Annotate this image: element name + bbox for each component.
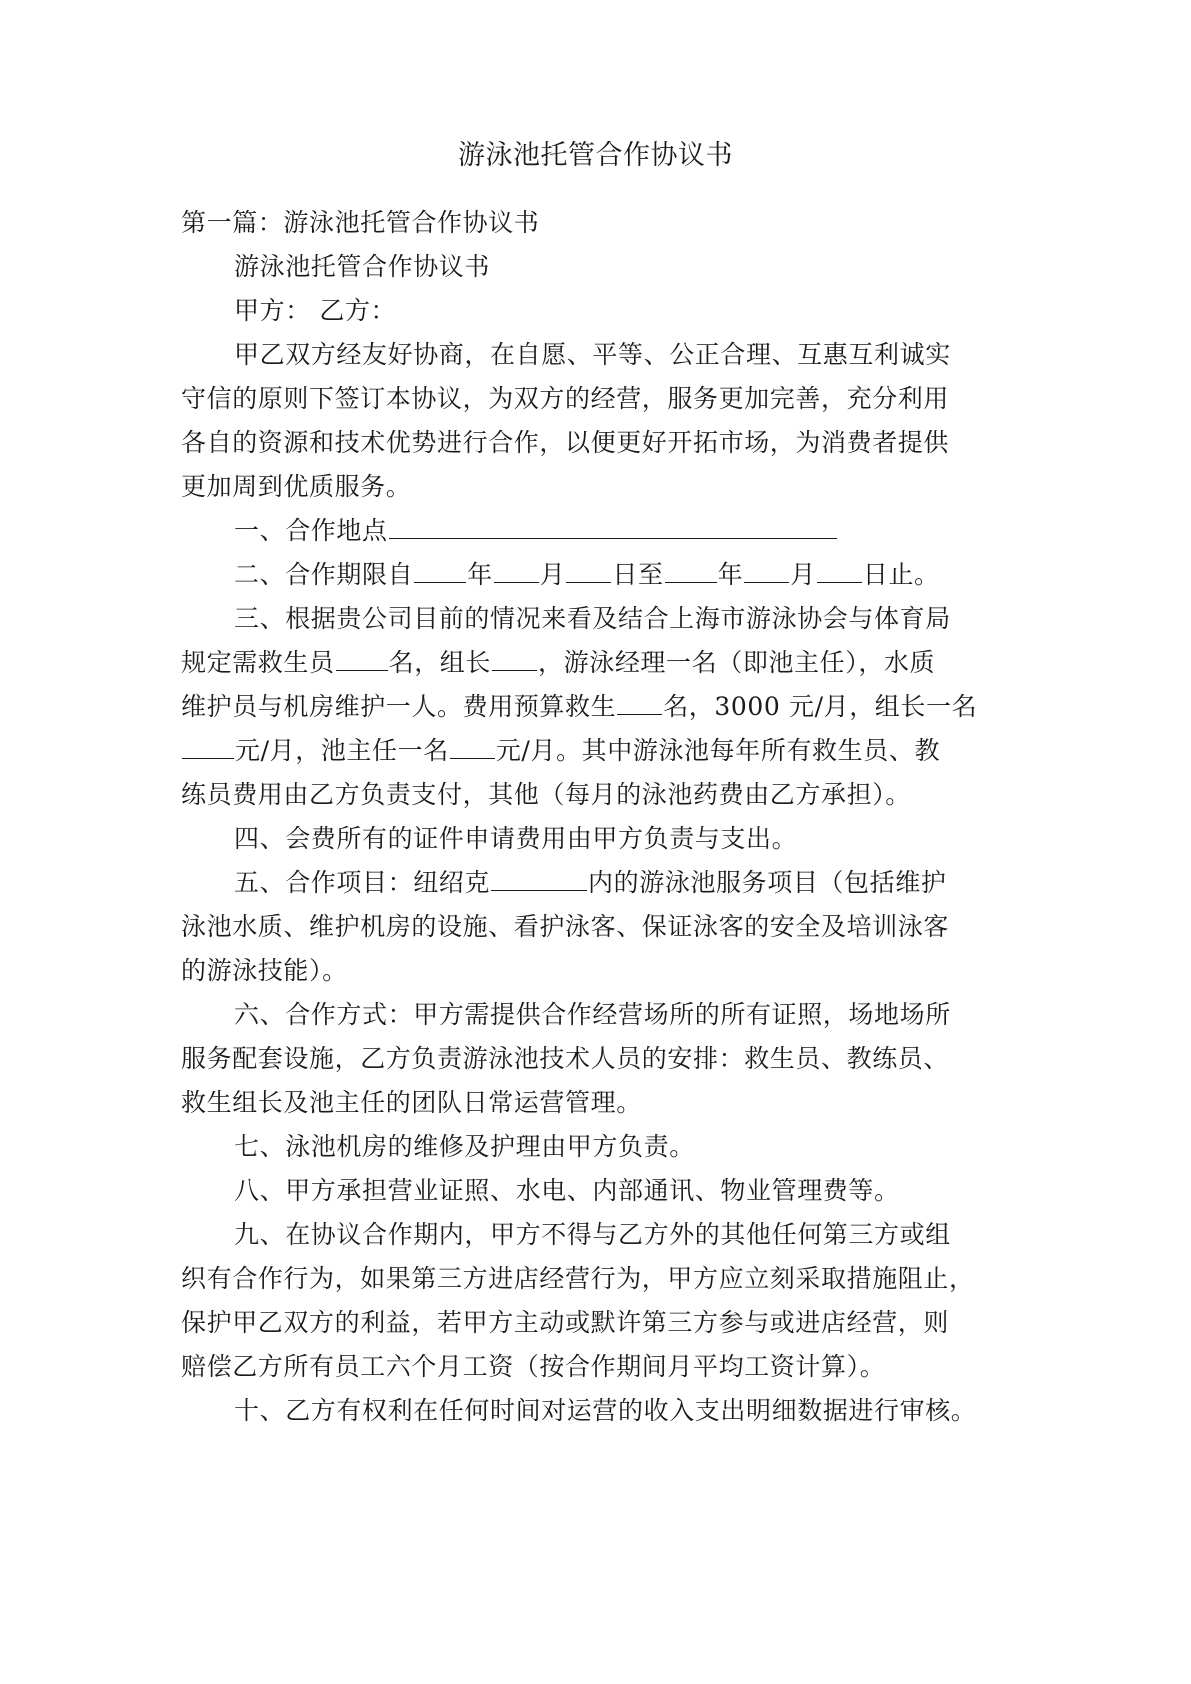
clause-2-month-2: 月 — [790, 560, 816, 589]
intro-line-2: 守信的原则下签订本协议，为双方的经营，服务更加完善，充分利用 — [181, 384, 950, 413]
clause-9-line-4: 赔偿乙方所有员工六个月工资（按合作期间月平均工资计算）。 — [181, 1352, 886, 1381]
team-leader-blank — [492, 648, 537, 671]
clause-6-line-2: 服务配套设施，乙方负责游泳池技术人员的安排：救生员、教练员、 — [181, 1044, 950, 1073]
clause-5-line-2: 泳池水质、维护机房的设施、看护泳客、保证泳客的安全及培训泳客 — [181, 912, 950, 941]
clause-8: 八、甲方承担营业证照、水电、内部通讯、物业管理费等。 — [234, 1176, 900, 1205]
clause-5-text: 五、合作项目：纽绍克 — [234, 868, 491, 897]
clause-3-line-5: 练员费用由乙方负责支付，其他（每月的泳池药费由乙方承担）。 — [181, 780, 911, 809]
intro-line-3: 各自的资源和技术优势进行合作，以便更好开拓市场，为消费者提供 — [181, 428, 950, 457]
clause-3-text: ，游泳经理一名（即池主任），水质 — [538, 648, 936, 677]
clause-3-line-3 — [181, 690, 977, 724]
clause-6-line-3: 救生组长及池主任的团队日常运营管理。 — [181, 1088, 642, 1117]
end-day-blank — [817, 560, 862, 583]
intro-line-4: 更加周到优质服务。 — [181, 472, 412, 501]
clause-7: 七、泳池机房的维修及护理由甲方负责。 — [234, 1132, 695, 1161]
parties-line: 甲方： 乙方： — [234, 296, 397, 325]
end-month-blank — [744, 560, 789, 583]
clause-2-month-1: 月 — [539, 560, 566, 589]
clause-2-day-2: 日止。 — [862, 560, 940, 589]
lifeguard-budget-blank — [617, 692, 662, 715]
clause-9-line-1: 九、在协议合作期内，甲方不得与乙方外的其他任何第三方或组 — [234, 1220, 951, 1249]
team-leader-salary-blank — [182, 736, 234, 759]
clause-9-line-3: 保护甲乙双方的利益，若甲方主动或默许第三方参与或进店经营，则 — [181, 1308, 950, 1337]
clause-3-line-1: 三、根据贵公司目前的情况来看及结合上海市游泳协会与体育局 — [234, 604, 951, 633]
clause-9-line-2: 织有合作行为，如果第三方进店经营行为，甲方应立刻采取措施阻止， — [181, 1264, 975, 1293]
clause-3-text: 维护员与机房维护一人。费用预算救生 — [181, 692, 617, 721]
lifeguard-count-blank — [336, 648, 388, 671]
clause-1 — [234, 514, 838, 548]
clause-2-day-1: 日至 — [612, 560, 664, 589]
clause-3-line-2 — [181, 646, 935, 680]
clause-2-prefix: 二、合作期限自 — [234, 560, 414, 589]
project-name-blank — [491, 868, 587, 891]
start-day-blank — [566, 560, 611, 583]
end-year-blank — [665, 560, 717, 583]
agreement-subtitle: 游泳池托管合作协议书 — [234, 252, 491, 281]
clause-3-text: 规定需救生员 — [181, 648, 335, 677]
chapter-heading: 第一篇：游泳池托管合作协议书 — [181, 208, 540, 237]
start-month-blank — [494, 560, 539, 583]
location-blank — [389, 516, 837, 539]
clause-5-text: 内的游泳池服务项目（包括维护 — [588, 868, 947, 897]
clause-2-year-2: 年 — [717, 560, 744, 589]
clause-3-text: 名，组长 — [388, 648, 492, 677]
start-year-blank — [414, 560, 466, 583]
clause-5-line-1 — [234, 866, 946, 900]
clause-3-line-4 — [181, 734, 940, 768]
clause-2-year-1: 年 — [467, 560, 493, 589]
clause-1-label: 一、合作地点 — [234, 516, 388, 545]
document-title: 游泳池托管合作协议书 — [458, 140, 733, 171]
pool-director-salary-blank — [450, 736, 495, 759]
clause-2 — [234, 558, 940, 592]
clause-3-text: 元/月。其中游泳池每年所有救生员、教 — [495, 736, 941, 765]
intro-line-1: 甲乙双方经友好协商，在自愿、平等、公正合理、互惠互利诚实 — [234, 340, 951, 369]
clause-3-text: 名，3000 元/月，组长一名 — [663, 692, 978, 721]
clause-4: 四、会费所有的证件申请费用由甲方负责与支出。 — [234, 824, 798, 853]
clause-10: 十、乙方有权利在任何时间对运营的收入支出明细数据进行审核。 — [234, 1396, 977, 1425]
clause-3-text: 元/月，池主任一名 — [235, 736, 449, 765]
clause-6-line-1: 六、合作方式：甲方需提供合作经营场所的所有证照，场地场所 — [234, 1000, 951, 1029]
clause-5-line-3: 的游泳技能）。 — [181, 956, 348, 985]
